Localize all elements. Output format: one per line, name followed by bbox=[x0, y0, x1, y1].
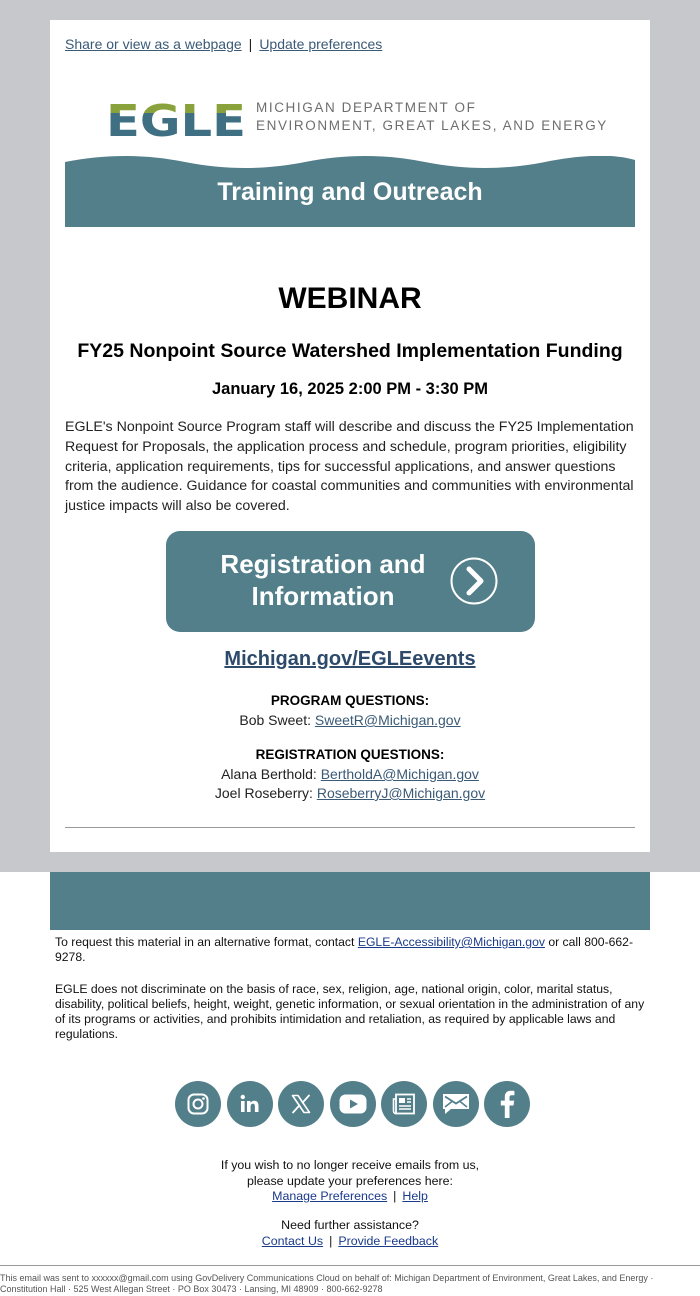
registration-button-label bbox=[188, 548, 458, 612]
facebook-icon[interactable] bbox=[484, 1081, 530, 1127]
update-preferences-link[interactable]: Update preferences bbox=[259, 36, 383, 52]
top-links bbox=[65, 36, 382, 52]
assistance-links bbox=[0, 1234, 700, 1250]
contact-us-link[interactable]: Contact Us bbox=[261, 1233, 324, 1248]
assistance-section bbox=[0, 1218, 700, 1249]
program-contact bbox=[50, 712, 650, 728]
link-separator: | bbox=[329, 1233, 333, 1248]
banner-title: Training and Outreach bbox=[217, 178, 483, 206]
registration-label-line-2: Information bbox=[251, 581, 395, 611]
unsubscribe-line-1: If you wish to no longer receive emails from us, bbox=[220, 1158, 480, 1172]
share-webpage-link[interactable]: Share or view as a webpage bbox=[65, 36, 242, 52]
email-card bbox=[50, 20, 650, 852]
registration-questions-heading: REGISTRATION QUESTIONS: bbox=[255, 747, 445, 762]
social-links bbox=[175, 1081, 530, 1127]
unsubscribe-notice bbox=[0, 1158, 700, 1205]
accessibility-text: To request this material in an alternative format, contact bbox=[55, 935, 358, 949]
svg-text:EGLE: EGLE bbox=[106, 96, 246, 140]
event-type-heading: WEBINAR bbox=[278, 282, 422, 315]
contact-email-link[interactable]: SweetR@Michigan.gov bbox=[314, 712, 461, 728]
training-banner bbox=[65, 156, 635, 227]
department-name bbox=[256, 99, 608, 135]
nondiscrimination-notice: EGLE does not discriminate on the basis of race, sex, religion, age, national origin, color, marital status, disability, political beliefs, height, weight, genetic information, or sexual orientation in the administration of any of its programs or activities, and prohibits intimidation and retaliation, as required by applicable laws and regulations. bbox=[55, 982, 645, 1041]
footer-divider bbox=[0, 1265, 700, 1266]
registration-contact bbox=[50, 766, 650, 782]
egle-logo bbox=[106, 96, 246, 140]
event-date: January 16, 2025 2:00 PM - 3:30 PM bbox=[211, 380, 489, 398]
footer-band bbox=[50, 872, 650, 930]
events-link-container bbox=[50, 648, 650, 671]
email-icon[interactable] bbox=[433, 1081, 479, 1127]
manage-preferences-link[interactable]: Manage Preferences bbox=[272, 1189, 388, 1203]
event-title: FY25 Nonpoint Source Watershed Implementation Funding bbox=[77, 340, 623, 362]
event-description: EGLE's Nonpoint Source Program staff will describe and discuss the FY25 Implementation Request for Proposals, the application process and schedule, program priorities, eligibility criteria, application requirements, tips for successful applications, and answer questions from the audience. Guidance for coastal communities and communities with environmental justice impacts will also be covered. bbox=[65, 419, 634, 515]
registration-button[interactable] bbox=[166, 531, 535, 632]
divider bbox=[65, 827, 635, 828]
news-icon[interactable] bbox=[381, 1081, 427, 1127]
accessibility-phone-text: or call 800-662-9278. bbox=[55, 935, 634, 964]
assistance-text: Need further assistance? bbox=[281, 1218, 419, 1232]
program-questions-heading: PROGRAM QUESTIONS: bbox=[270, 693, 430, 708]
contact-email-link[interactable]: BertholdA@Michigan.gov bbox=[320, 766, 479, 782]
department-line-1: MICHIGAN DEPARTMENT OF bbox=[256, 100, 477, 115]
registration-contact bbox=[50, 785, 650, 801]
accessibility-notice bbox=[55, 935, 650, 965]
contact-name: Alana Berthold: bbox=[221, 766, 321, 782]
contact-email-link[interactable]: RoseberryJ@Michigan.gov bbox=[316, 785, 486, 801]
registration-label-line-1: Registration and bbox=[220, 549, 426, 579]
egle-events-link[interactable]: Michigan.gov/EGLEevents bbox=[224, 648, 476, 670]
fine-print: This email was sent to xxxxxx@gmail.com using GovDelivery Communications Cloud on behalf of: Michigan Department of Environment, Great Lakes, and Energy · Constitution Hall · 525 West Allegan Street · PO Box 30473 · Lansing, MI 48909 · 800-662-9278 bbox=[0, 1273, 654, 1294]
department-line-2: ENVIRONMENT, GREAT LAKES, AND ENERGY bbox=[256, 118, 608, 133]
arrow-right-circle-icon bbox=[449, 556, 499, 606]
youtube-icon[interactable] bbox=[330, 1081, 376, 1127]
unsubscribe-line-2: please update your preferences here: bbox=[247, 1173, 453, 1188]
accessibility-email-link[interactable]: EGLE-Accessibility@Michigan.gov bbox=[357, 935, 545, 949]
preference-links bbox=[0, 1189, 700, 1205]
help-link[interactable]: Help bbox=[402, 1189, 428, 1203]
provide-feedback-link[interactable]: Provide Feedback bbox=[338, 1233, 439, 1248]
instagram-icon[interactable] bbox=[175, 1081, 221, 1127]
linkedin-icon[interactable] bbox=[227, 1081, 273, 1127]
contact-name: Bob Sweet: bbox=[239, 712, 315, 728]
contact-name: Joel Roseberry: bbox=[214, 785, 317, 801]
x-icon[interactable] bbox=[278, 1081, 324, 1127]
link-separator: | bbox=[248, 36, 253, 52]
link-separator: | bbox=[393, 1189, 397, 1203]
